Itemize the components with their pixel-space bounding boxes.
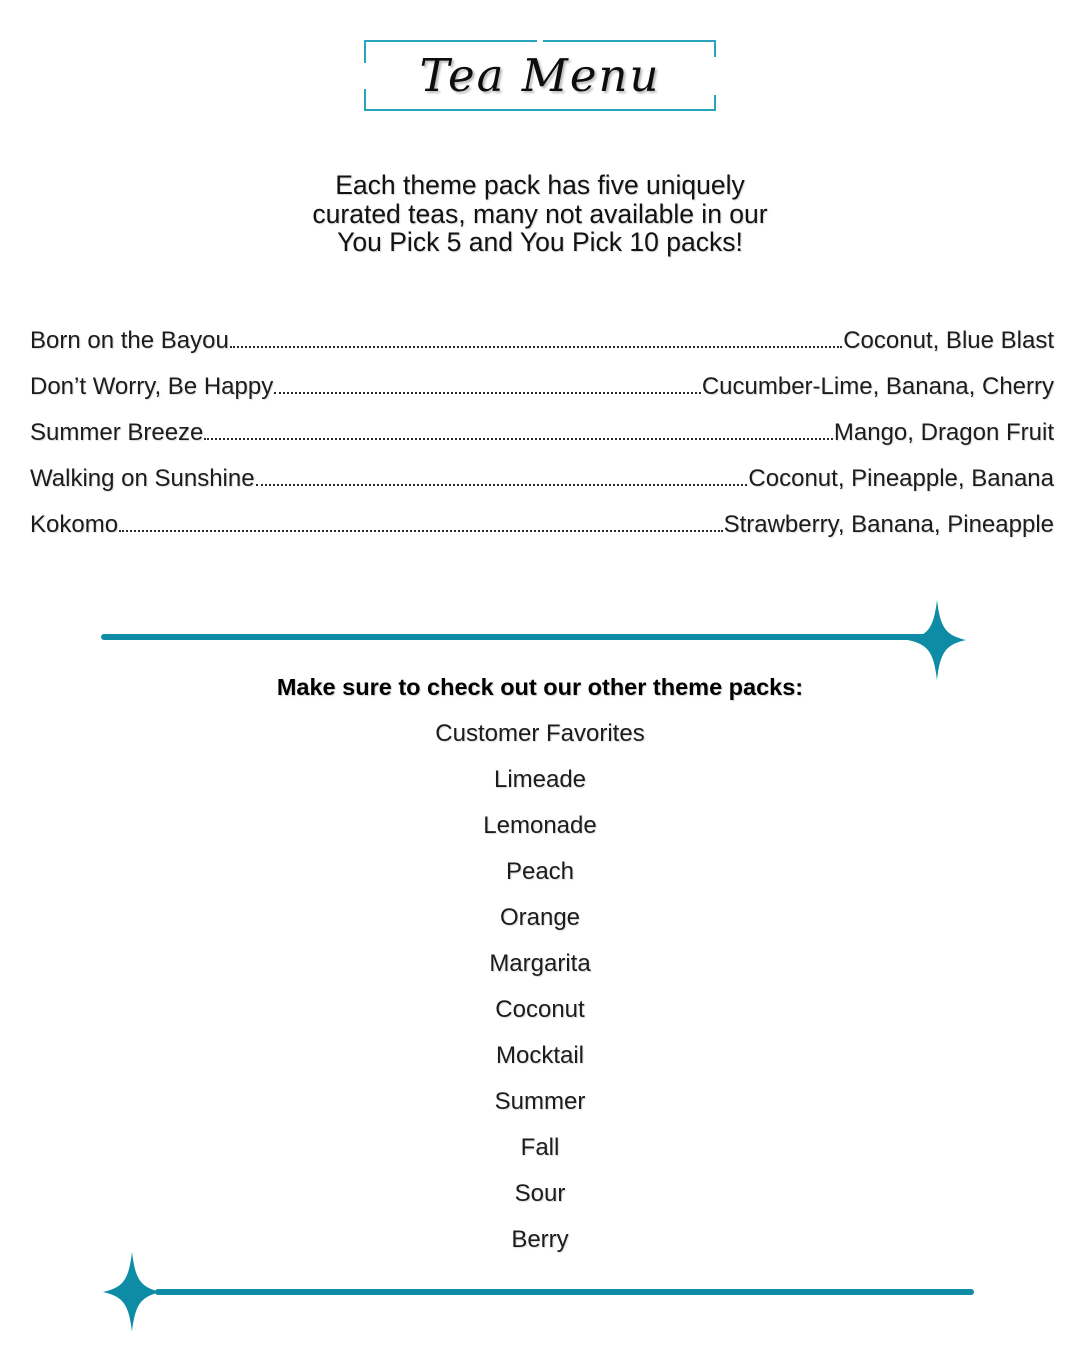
menu-row — [30, 456, 1054, 502]
menu-row — [30, 502, 1054, 548]
menu-item-name: Don’t Worry, Be Happy — [30, 373, 274, 400]
menu-item-name: Walking on Sunshine — [30, 465, 255, 492]
pack-list-item: Fall — [520, 1134, 560, 1161]
menu-list — [30, 318, 1054, 548]
divider-line-top — [101, 634, 930, 640]
menu-row — [30, 318, 1054, 364]
dot-leader — [119, 530, 723, 532]
dot-leader — [274, 392, 701, 394]
pack-list-item: Lemonade — [483, 812, 597, 839]
sparkle-icon — [103, 1252, 161, 1332]
menu-row — [30, 410, 1054, 456]
pack-list-item: Customer Favorites — [435, 720, 645, 747]
intro-text — [0, 171, 1080, 257]
menu-item-flavors: Strawberry, Banana, Pineapple — [723, 511, 1054, 538]
menu-item-flavors: Coconut, Blue Blast — [843, 327, 1054, 354]
sparkle-icon — [908, 600, 966, 680]
dot-leader — [256, 484, 748, 486]
intro-line-3: You Pick 5 and You Pick 10 packs! — [337, 227, 743, 257]
pack-list-item: Coconut — [495, 996, 585, 1023]
pack-list-item: Margarita — [489, 950, 591, 977]
other-packs-heading: Make sure to check out our other theme packs: — [276, 674, 804, 700]
menu-row — [30, 364, 1054, 410]
divider-line-bottom — [155, 1289, 974, 1295]
menu-item-flavors: Coconut, Pineapple, Banana — [748, 465, 1054, 492]
pack-list-item: Peach — [505, 858, 575, 885]
intro-line-2: curated teas, many not available in our — [312, 198, 768, 229]
menu-item-flavors: Mango, Dragon Fruit — [833, 419, 1054, 446]
dot-leader — [230, 346, 842, 348]
title-frame — [364, 40, 716, 111]
pack-list-item: Summer — [494, 1088, 586, 1115]
pack-list-item: Sour — [514, 1180, 566, 1207]
menu-item-name: Kokomo — [30, 511, 119, 538]
other-packs-list — [0, 711, 1080, 1263]
pack-list-item: Orange — [499, 904, 581, 931]
intro-line-1: Each theme pack has five uniquely — [335, 170, 745, 200]
pack-list-item: Berry — [511, 1226, 569, 1253]
dot-leader — [204, 438, 833, 440]
page-title: Tea Menu — [419, 49, 661, 102]
pack-list-item: Mocktail — [495, 1042, 585, 1069]
menu-item-name: Born on the Bayou — [30, 327, 229, 354]
menu-item-name: Summer Breeze — [30, 419, 204, 446]
pack-list-item: Limeade — [493, 766, 587, 793]
menu-item-flavors: Cucumber-Lime, Banana, Cherry — [701, 373, 1054, 400]
